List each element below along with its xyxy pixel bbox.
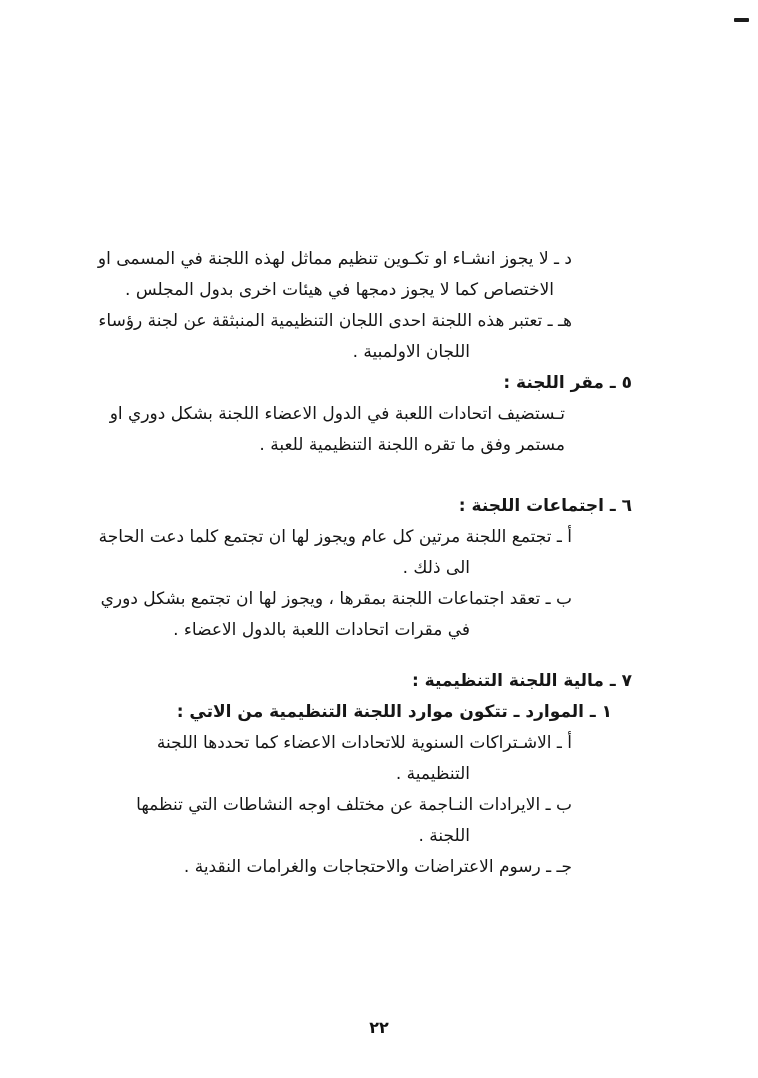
section-7-clause-b-line-1: ب ـ الايرادات النـاجمة عن مختلف اوجه النشاطات التي تنظمها [136,795,572,815]
section-6-clause-a-line-1: أ ـ تجتمع اللجنة مرتين كل عام ويجوز لها ان تجتمع كلما دعت الحاجة [98,527,572,547]
clause-h-line-2: اللجان الاولمبية . [352,342,470,362]
clause-h-line-1: هـ ـ تعتبر هذه اللجنة احدى اللجان التنظيمية المنبثقة عن لجنة رؤساء [98,311,572,331]
section-6-heading: ٦ ـ اجتماعات اللجنة : [458,496,632,516]
section-5-line-1: تـستضيف اتحادات اللعبة في الدول الاعضاء اللجنة بشكل دوري او [109,404,565,424]
section-5-heading: ٥ ـ مقر اللجنة : [503,373,632,393]
section-7-clause-a-line-2: التنظيمية . [395,764,470,784]
section-6-clause-a-line-2: الى ذلك . [402,558,470,578]
document-text-block [0,244,758,883]
page-number: ٢٢ [369,1018,389,1037]
section-6-clause-b-line-1: ب ـ تعقد اجتماعات اللجنة بمقرها ، ويجوز لها ان تجتمع بشكل دوري [100,589,572,609]
section-7-heading: ٧ ـ مالية اللجنة التنظيمية : [411,671,632,691]
page-corner-dash-mark [734,18,749,22]
section-5-line-2: مستمر وفق ما تقره اللجنة التنظيمية للعبة . [259,435,565,455]
section-7-clause-a-line-1: أ ـ الاشـتراكات السنوية للاتحادات الاعضاء كما تحددها اللجنة [156,733,572,753]
section-7-clause-c-line: جـ ـ رسوم الاعتراضات والاحتجاجات والغرامات النقدية . [183,857,572,877]
section-7-resources-line: ١ ـ الموارد ـ تتكون موارد اللجنة التنظيمية من الاتي : [176,702,612,722]
section-7-clause-b-line-2: اللجنة . [418,826,470,846]
section-6-clause-b-line-2: في مقرات اتحادات اللعبة بالدول الاعضاء . [173,620,470,640]
clause-d-line-2: الاختصاص كما لا يجوز دمجها في هيئات اخرى بدول المجلس . [125,280,554,300]
clause-d-line-1: د ـ لا يجوز انشـاء او تكـوين تنظيم مماثل لهذه اللجنة في المسمى او [97,249,572,269]
